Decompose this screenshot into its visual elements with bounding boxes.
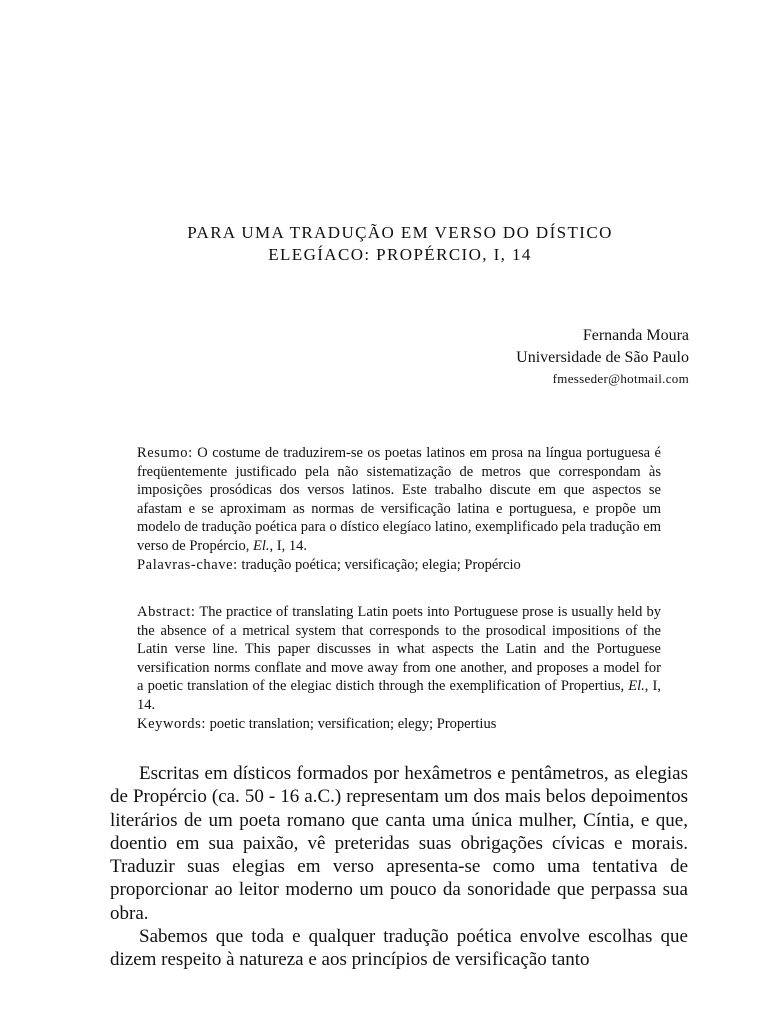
resumo-text: O costume de traduzirem-se os poetas latinos em prosa na língua portuguesa é freqüentemente justificado pela não sistematização de metros que correspondam às imposições prosódicas dos versos latinos. Este trabalho discute em que aspectos se afastam e se aproximam as normas de versificação latina e portuguesa, e propõe um modelo de tradução poética para o dístico elegíaco latino, exemplificado pela tradução em verso de Propércio, bbox=[137, 445, 661, 554]
resumo-text-end: , I, 14. bbox=[269, 537, 307, 554]
body-text bbox=[110, 762, 688, 972]
abstract-keywords-text: poetic translation; versification; elegy; Propertius bbox=[206, 715, 497, 732]
body-paragraph: Escritas em dísticos formados por hexâmetros e pentâmetros, as elegias de Propércio (ca. 50 - 16 a.C.) representam um dos mais belos depoimentos literários de um poeta romano que canta uma única mulher, Cíntia, e que, doentio em sua paixão, vê preteridas suas obrigações cívicas e morais. Traduzir suas elegias em verso apresenta-se como uma tentativa de proporcionar ao leitor moderno um pouco da sonoridade que perpassa sua obra. bbox=[110, 763, 688, 924]
resumo-section bbox=[137, 444, 661, 574]
title-line-1: PARA UMA TRADUÇÃO EM VERSO DO DÍSTICO bbox=[187, 223, 613, 242]
abstract-text-end: , I, 14. bbox=[137, 678, 661, 713]
resumo-label: Resumo: bbox=[137, 445, 193, 461]
abstract-text: The practice of translating Latin poets into Portuguese prose is usually held by the absence of a metrical system that corresponds to the prosodical impositions of the Latin verse line. This paper discusses in what aspects the Latin and the Portuguese versification norms conflate and move away from one another, and proposes a model for a poetic translation of the elegiac distich through the exemplification of Propertius, bbox=[137, 604, 661, 695]
abstract-paragraph bbox=[137, 603, 661, 715]
article-title bbox=[110, 222, 690, 266]
resumo-ref: El. bbox=[252, 537, 270, 554]
abstract-keywords-label: Keywords: bbox=[137, 715, 207, 732]
resumo-keywords bbox=[137, 556, 661, 575]
author-email: fmesseder@hotmail.com bbox=[552, 371, 689, 386]
abstract-section bbox=[137, 603, 661, 733]
body-paragraph: Sabemos que toda e qualquer tradução poética envolve escolhas que dizem respeito à natureza e aos princípios de versificação tanto bbox=[110, 926, 688, 971]
author-name: Fernanda Moura bbox=[582, 327, 689, 344]
abstract-ref: El. bbox=[628, 678, 645, 695]
resumo-paragraph bbox=[137, 444, 661, 556]
resumo-keywords-label: Palavras-chave: bbox=[137, 556, 238, 573]
resumo-keywords-text: tradução poética; versificação; elegia; Propércio bbox=[237, 556, 521, 573]
author-affiliation: Universidade de São Paulo bbox=[516, 349, 689, 366]
abstract-keywords bbox=[137, 715, 661, 734]
abstract-label: Abstract: bbox=[137, 604, 196, 620]
author-block bbox=[516, 325, 689, 389]
title-line-2: ELEGÍACO: PROPÉRCIO, I, 14 bbox=[268, 245, 532, 264]
